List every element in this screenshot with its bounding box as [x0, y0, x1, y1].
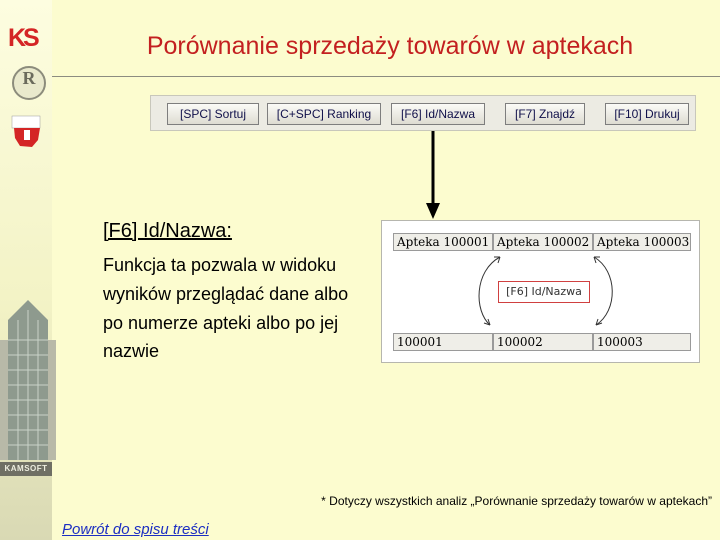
footnote: * Dotyczy wszystkich analiz „Porównanie sprzedaży towarów w aptekach” [321, 494, 712, 508]
ranking-button[interactable]: [C+SPC] Ranking [267, 103, 381, 125]
print-button[interactable]: [F10] Drukuj [605, 103, 689, 125]
function-toolbar [150, 95, 696, 131]
back-to-contents-link[interactable]: Powrót do spisu treści [62, 521, 209, 538]
left-sidebar [0, 0, 52, 540]
pointer-arrow-icon [425, 131, 441, 221]
demo-id-cell: 100001 [393, 333, 493, 351]
find-button[interactable]: [F7] Znajdź [505, 103, 585, 125]
demo-id-cell: 100002 [493, 333, 593, 351]
title-divider [52, 76, 720, 77]
id-name-demo-panel [381, 220, 700, 363]
feature-heading: [F6] Id/Nazwa: [103, 220, 232, 242]
toggle-curve-arrows-icon [382, 221, 701, 364]
demo-id-cell: 100003 [593, 333, 691, 351]
demo-id-name-button[interactable]: [F6] Id/Nazwa [498, 281, 590, 303]
registered-trademark-icon: R [12, 66, 46, 100]
id-name-toggle-button[interactable]: [F6] Id/Nazwa [391, 103, 485, 125]
sort-button[interactable]: [SPC] Sortuj [167, 103, 259, 125]
kamsoft-brand-label: KAMSOFT [0, 462, 52, 476]
demo-name-cell: Apteka 100003 [593, 233, 691, 251]
office-building-image [0, 300, 56, 460]
feature-description: Funkcja ta pozwala w widoku wyników przeglądać dane albo po numerze apteki albo po jej nazwie [103, 255, 349, 362]
page-title: Porównanie sprzedaży towarów w aptekach [146, 32, 634, 60]
poland-map-flag-icon [10, 114, 44, 150]
demo-name-cell: Apteka 100002 [493, 233, 593, 251]
kamsoft-logo: KS [8, 24, 37, 52]
demo-name-cell: Apteka 100001 [393, 233, 493, 251]
